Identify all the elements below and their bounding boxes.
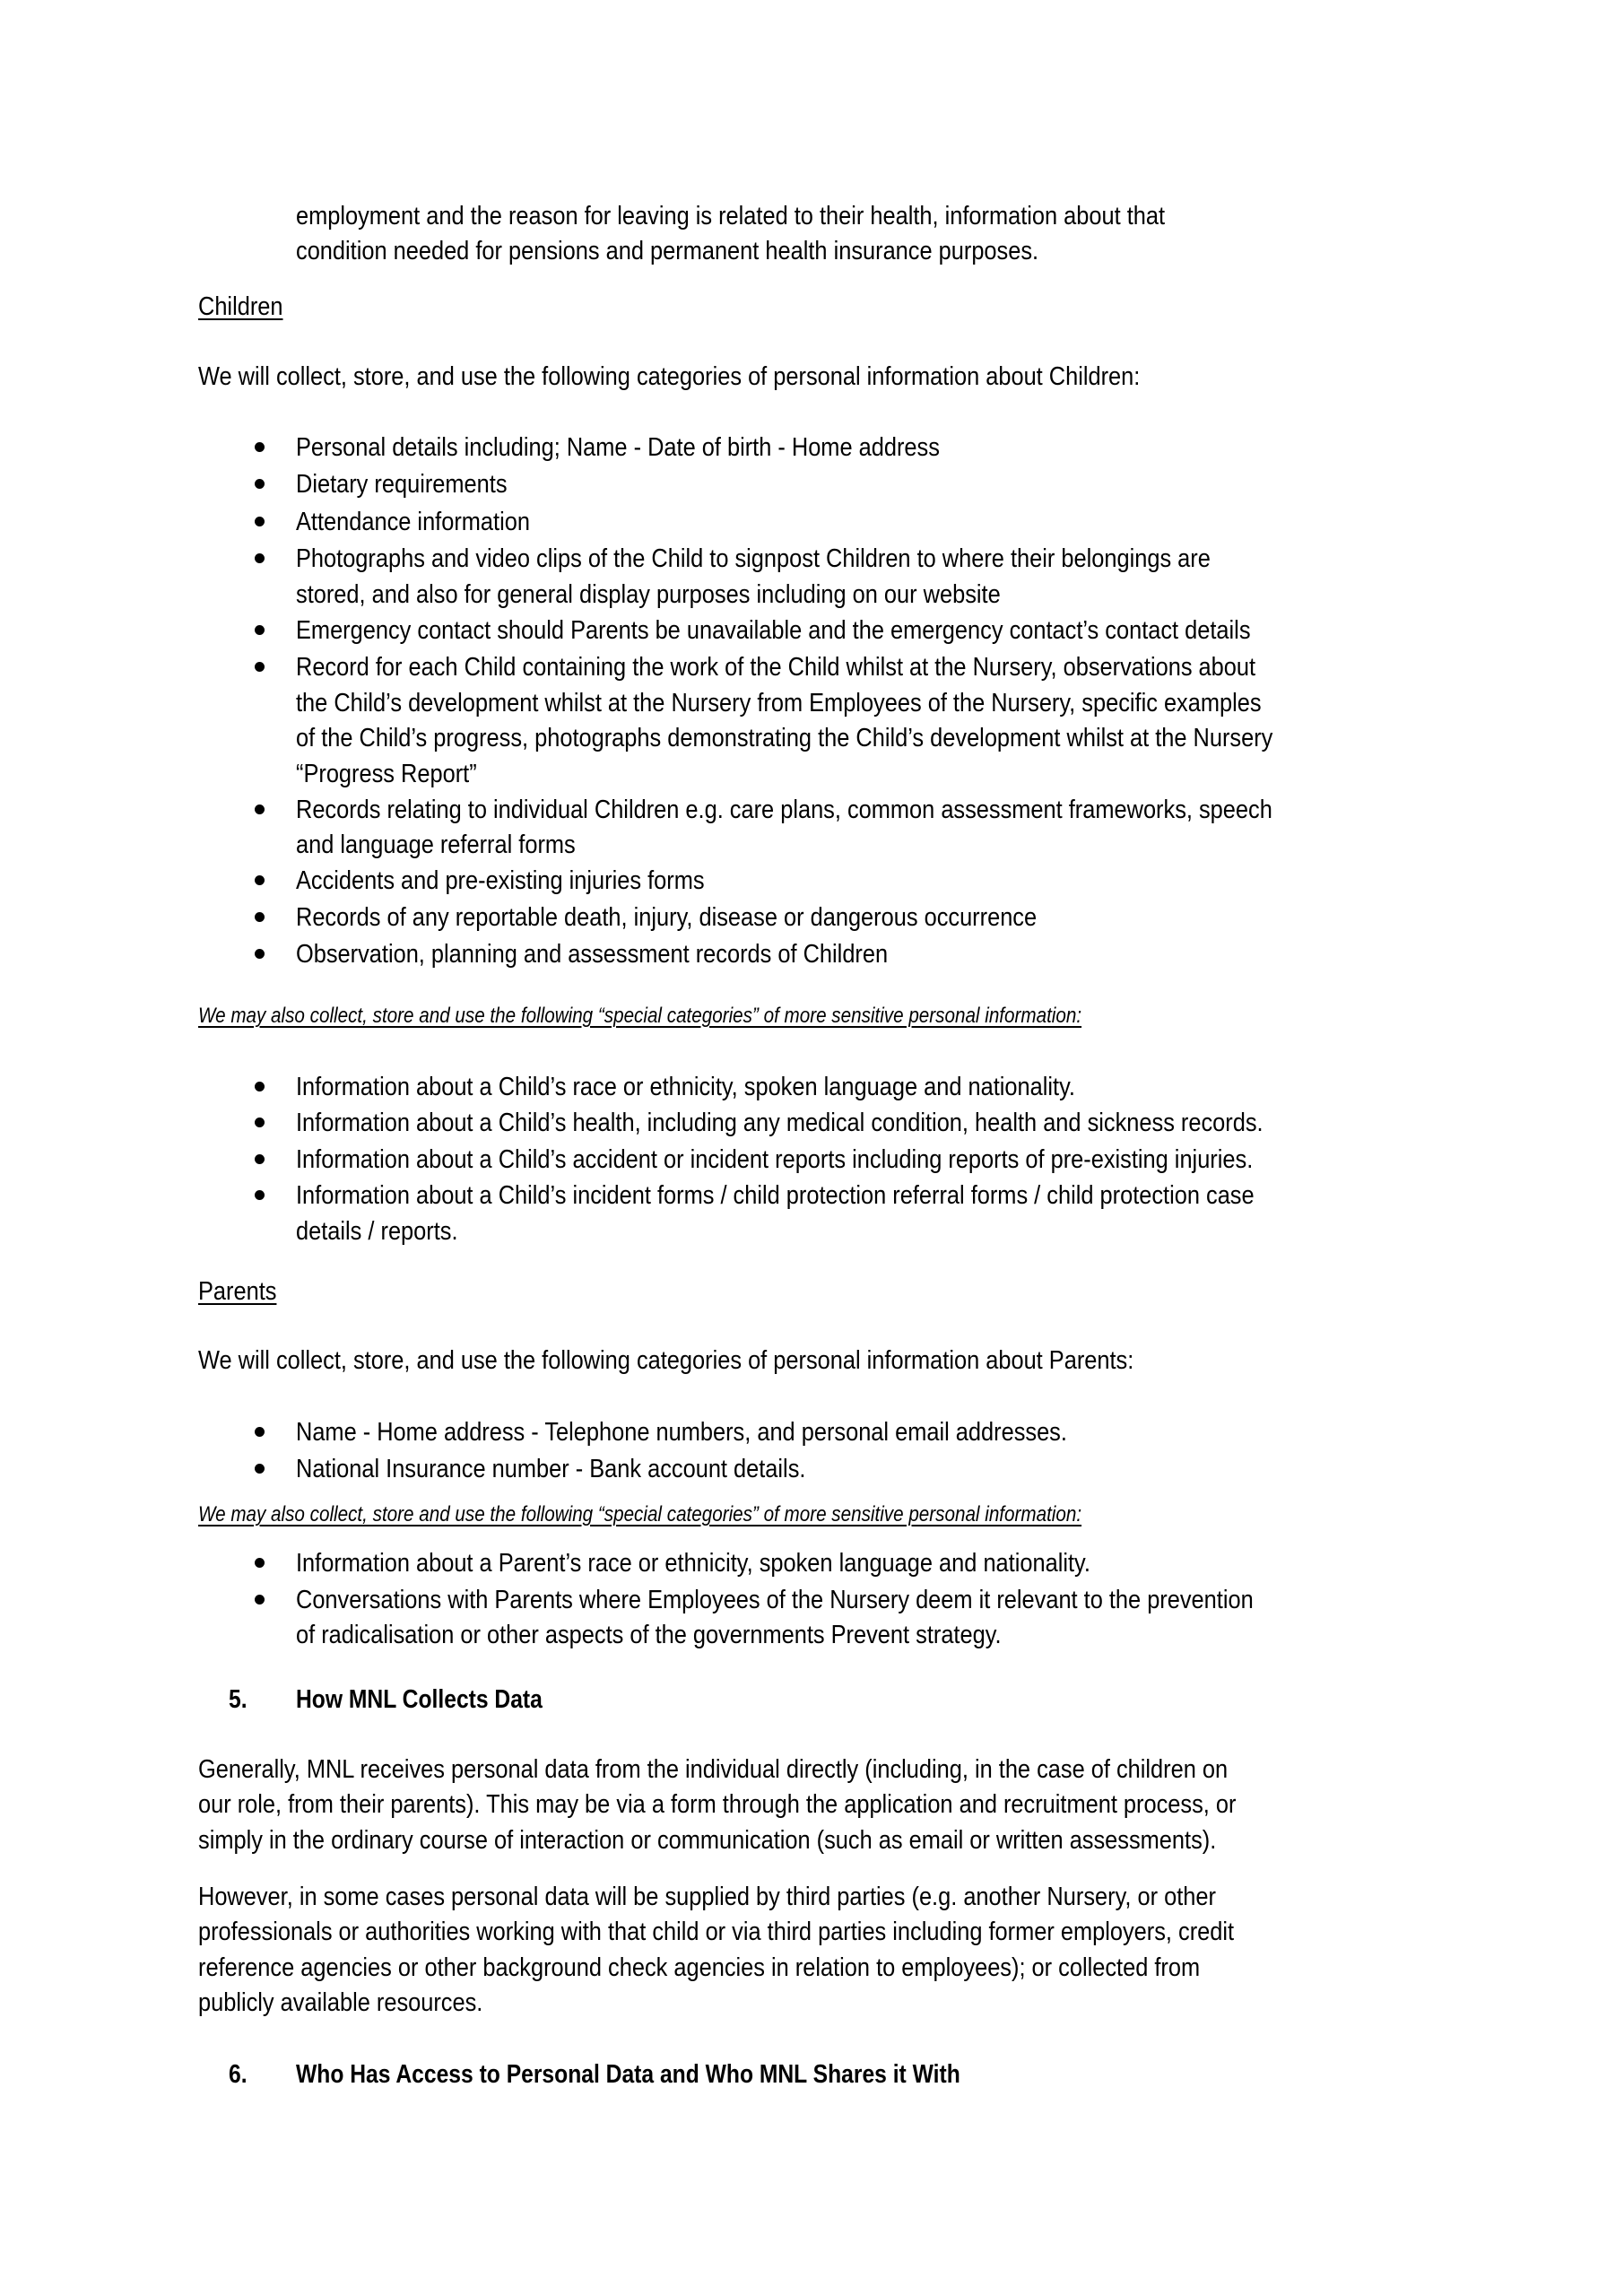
list-item: Information about a Child’s accident or incident reports including reports of pre-existing injuries. [296, 1145, 1254, 1174]
list-item-continued: the Child’s development whilst at the Nursery from Employees of the Nursery, specific examples [296, 689, 1262, 718]
paragraph-line: However, in some cases personal data will be supplied by third parties (e.g. another Nursery, or other [198, 1883, 1216, 1911]
list-item: Emergency contact should Parents be unavailable and the emergency contact’s contact details [296, 616, 1251, 645]
section-title: Who Has Access to Personal Data and Who MNL Shares it With [296, 2060, 960, 2089]
paragraph-line: Generally, MNL receives personal data from the individual directly (including, in the case of children on [198, 1755, 1229, 1784]
bullet-icon [255, 1190, 265, 1200]
paragraph-line: reference agencies or other background check agencies in relation to employees); or collected from [198, 1953, 1201, 1982]
bullet-icon [255, 912, 265, 922]
bullet-icon [255, 517, 265, 526]
continuation-line: employment and the reason for leaving is related to their health, information about that [296, 202, 1166, 230]
bullet-icon [255, 875, 265, 885]
bullet-icon [255, 1558, 265, 1568]
bullet-icon [255, 553, 265, 563]
section-number: 6. [229, 2060, 248, 2089]
bullet-icon [255, 1464, 265, 1474]
bullet-icon [255, 1154, 265, 1164]
paragraph-line: professionals or authorities working with that child or via third parties including former employers, credit [198, 1918, 1235, 1946]
list-item: Record for each Child containing the work of the Child whilst at the Nursery, observations about [296, 653, 1256, 682]
list-item-continued: stored, and also for general display purposes including on our website [296, 580, 1001, 609]
list-item: Dietary requirements [296, 470, 508, 499]
list-item: Attendance information [296, 508, 530, 536]
list-item-continued: “Progress Report” [296, 760, 477, 788]
bullet-icon [255, 625, 265, 635]
bullet-icon [255, 1595, 265, 1605]
children-intro: We will collect, store, and use the following categories of personal information about Children: [198, 362, 1141, 391]
parents-special-intro: We may also collect, store and use the following “special categories” of more sensitive personal information: [198, 1502, 1082, 1526]
list-item-continued: of radicalisation or other aspects of the governments Prevent strategy. [296, 1621, 1002, 1649]
bullet-icon [255, 442, 265, 452]
list-item: Information about a Child’s incident forms / child protection referral forms / child protection case [296, 1181, 1255, 1210]
bullet-icon [255, 662, 265, 672]
list-item: Name - Home address - Telephone numbers, and personal email addresses. [296, 1418, 1067, 1447]
bullet-icon [255, 479, 265, 489]
list-item-continued: of the Child’s progress, photographs demonstrating the Child’s development whilst at the Nursery [296, 724, 1273, 752]
bullet-icon [255, 1427, 265, 1437]
list-item: Records relating to individual Children e.g. care plans, common assessment frameworks, speech [296, 796, 1272, 824]
list-item: Information about a Child’s race or ethnicity, spoken language and nationality. [296, 1073, 1075, 1101]
list-item: National Insurance number - Bank account details. [296, 1455, 806, 1483]
paragraph-line: simply in the ordinary course of interaction or communication (such as email or written assessments). [198, 1826, 1217, 1855]
continuation-line: condition needed for pensions and permanent health insurance purposes. [296, 237, 1039, 265]
parents-intro: We will collect, store, and use the following categories of personal information about Parents: [198, 1346, 1134, 1375]
section-title: How MNL Collects Data [296, 1685, 543, 1714]
bullet-icon [255, 804, 265, 814]
children-heading: Children [198, 292, 283, 321]
list-item-continued: and language referral forms [296, 831, 576, 859]
bullet-icon [255, 1082, 265, 1091]
list-item: Personal details including; Name - Date of birth - Home address [296, 433, 940, 462]
list-item: Information about a Child’s health, including any medical condition, health and sickness records. [296, 1109, 1264, 1137]
paragraph-line: publicly available resources. [198, 1988, 483, 2017]
paragraph-line: our role, from their parents). This may be via a form through the application and recruitment process, or [198, 1790, 1237, 1819]
list-item: Information about a Parent’s race or ethnicity, spoken language and nationality. [296, 1549, 1090, 1578]
list-item: Records of any reportable death, injury, disease or dangerous occurrence [296, 903, 1038, 932]
list-item: Observation, planning and assessment records of Children [296, 940, 889, 969]
list-item: Photographs and video clips of the Child to signpost Children to where their belongings are [296, 544, 1211, 573]
list-item-continued: details / reports. [296, 1217, 458, 1246]
list-item: Conversations with Parents where Employees of the Nursery deem it relevant to the prevention [296, 1586, 1254, 1614]
parents-heading: Parents [198, 1277, 277, 1306]
list-item: Accidents and pre-existing injuries forms [296, 866, 705, 895]
children-special-intro: We may also collect, store and use the following “special categories” of more sensitive personal information: [198, 1004, 1082, 1028]
section-number: 5. [229, 1685, 248, 1714]
bullet-icon [255, 949, 265, 959]
bullet-icon [255, 1118, 265, 1127]
